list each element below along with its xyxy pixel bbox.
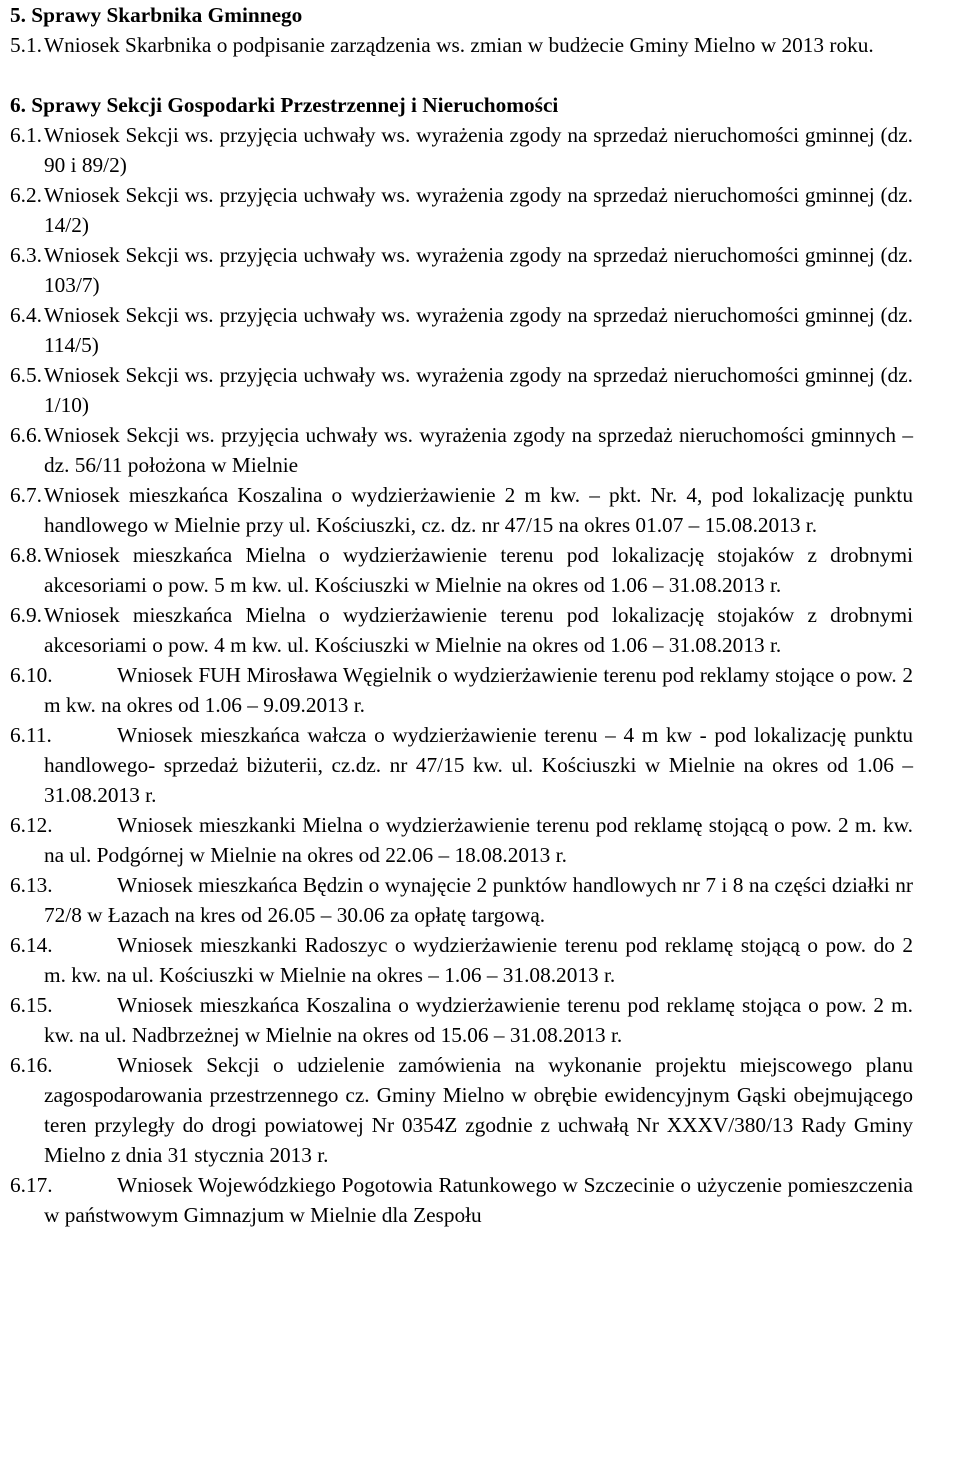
- agenda-item-6-15: [10, 990, 913, 1050]
- item-text: Wniosek Sekcji ws. przyjęcia uchwały ws. wyrażenia zgody na sprzedaż nieruchomości gminnych – dz. 56/11 położona w Mielnie: [44, 423, 913, 477]
- item-text: Wniosek Sekcji ws. przyjęcia uchwały ws. wyrażenia zgody na sprzedaż nieruchomości gminnej (dz. 114/5): [44, 303, 913, 357]
- item-text: Wniosek mieszkańca Mielna o wydzierżawienie terenu pod lokalizację stojaków z drobnymi akcesoriami o pow. 4 m kw. ul. Kościuszki w Mielnie na okres od 1.06 – 31.08.2013 r.: [44, 603, 913, 657]
- agenda-item-5-1: [10, 30, 913, 60]
- item-number: 6.13.: [10, 873, 53, 897]
- item-number: 6.12.: [10, 813, 53, 837]
- item-number: 6.16.: [10, 1053, 53, 1077]
- item-number: 6.2.: [10, 183, 42, 207]
- section-6-heading: 6. Sprawy Sekcji Gospodarki Przestrzennej i Nieruchomości: [10, 93, 559, 117]
- item-text: Wniosek mieszkańca Mielna o wydzierżawienie terenu pod lokalizację stojaków z drobnymi akcesoriami o pow. 5 m kw. ul. Kościuszki w Mielnie na okres od 1.06 – 31.08.2013 r.: [44, 543, 913, 597]
- item-text: Wniosek Sekcji ws. przyjęcia uchwały ws. wyrażenia zgody na sprzedaż nieruchomości gminnej (dz. 14/2): [44, 183, 913, 237]
- item-number: 6.3.: [10, 243, 42, 267]
- agenda-item-6-3: [10, 240, 913, 300]
- agenda-item-6-9: [10, 600, 913, 660]
- item-text: Wniosek mieszkańca Koszalina o wydzierżawienie terenu pod reklamę stojąca o pow. 2 m. kw. na ul. Nadbrzeżnej w Mielnie na okres od 15.06 – 31.08.2013 r.: [44, 993, 913, 1047]
- document-page: [10, 0, 913, 1230]
- section-5-heading: 5. Sprawy Skarbnika Gminnego: [10, 3, 303, 27]
- item-number: 6.11.: [10, 723, 52, 747]
- agenda-item-6-14: [10, 930, 913, 990]
- item-number: 6.7.: [10, 483, 42, 507]
- item-number: 6.17.: [10, 1173, 53, 1197]
- agenda-item-6-13: [10, 870, 913, 930]
- item-text: Wniosek Wojewódzkiego Pogotowia Ratunkowego w Szczecinie o użyczenie pomieszczenia w państwowym Gimnazjum w Mielnie dla Zespołu: [44, 1173, 913, 1227]
- item-number: 6.14.: [10, 933, 53, 957]
- item-text: Wniosek Sekcji ws. przyjęcia uchwały ws. wyrażenia zgody na sprzedaż nieruchomości gminnej (dz. 1/10): [44, 363, 913, 417]
- item-text: Wniosek mieszkańca wałcza o wydzierżawienie terenu – 4 m kw - pod lokalizację punktu handlowego- sprzedaż biżuterii, cz.dz. nr 47/15 kw. ul. Kościuszki w Mielnie na okres od 1.06 – 31.08.2013 r.: [44, 723, 913, 807]
- agenda-item-6-7: [10, 480, 913, 540]
- item-number: 5.1.: [10, 33, 42, 57]
- item-text: Wniosek Sekcji o udzielenie zamówienia na wykonanie projektu miejscowego planu zagospodarowania przestrzennego cz. Gminy Mielno w obrębie ewidencyjnym Gąski obejmującego teren przyległy do drogi powiatowej Nr 0354Z zgodnie z uchwałą Nr XXXV/380/13 Rady Gminy Mielno z dnia 31 stycznia 2013 r.: [44, 1053, 913, 1167]
- item-number: 6.5.: [10, 363, 42, 387]
- item-text: Wniosek mieszkańca Będzin o wynajęcie 2 punktów handlowych nr 7 i 8 na części działki nr 72/8 w Łazach na kres od 26.05 – 30.06 za opłatę targową.: [44, 873, 913, 927]
- item-text: Wniosek mieszkanki Radoszyc o wydzierżawienie terenu pod reklamę stojącą o pow. do 2 m. kw. na ul. Kościuszki w Mielnie na okres – 1.06 – 31.08.2013 r.: [44, 933, 913, 987]
- agenda-item-6-17: [10, 1170, 913, 1230]
- item-number: 6.6.: [10, 423, 42, 447]
- agenda-item-6-12: [10, 810, 913, 870]
- item-text: Wniosek Sekcji ws. przyjęcia uchwały ws. wyrażenia zgody na sprzedaż nieruchomości gminnej (dz. 103/7): [44, 243, 913, 297]
- item-number: 6.15.: [10, 993, 53, 1017]
- item-text: Wniosek mieszkańca Koszalina o wydzierżawienie 2 m kw. – pkt. Nr. 4, pod lokalizację punktu handlowego w Mielnie przy ul. Kościuszki, cz. dz. nr 47/15 na okres 01.07 – 15.08.2013 r.: [44, 483, 913, 537]
- agenda-item-6-1: [10, 120, 913, 180]
- agenda-item-6-6: [10, 420, 913, 480]
- item-text: Wniosek mieszkanki Mielna o wydzierżawienie terenu pod reklamę stojącą o pow. 2 m. kw. na ul. Podgórnej w Mielnie na okres od 22.06 – 18.08.2013 r.: [44, 813, 913, 867]
- item-text: Wniosek Sekcji ws. przyjęcia uchwały ws. wyrażenia zgody na sprzedaż nieruchomości gminnej (dz. 90 i 89/2): [44, 123, 913, 177]
- item-number: 6.10.: [10, 663, 53, 687]
- agenda-item-6-8: [10, 540, 913, 600]
- section-spacer: [10, 60, 913, 90]
- agenda-item-6-16: [10, 1050, 913, 1170]
- item-number: 6.8.: [10, 543, 42, 567]
- agenda-item-6-4: [10, 300, 913, 360]
- item-text: Wniosek Skarbnika o podpisanie zarządzenia ws. zmian w budżecie Gminy Mielno w 2013 roku.: [44, 33, 874, 57]
- agenda-item-6-11: [10, 720, 913, 810]
- agenda-item-6-10: [10, 660, 913, 720]
- agenda-item-6-2: [10, 180, 913, 240]
- agenda-item-6-5: [10, 360, 913, 420]
- item-number: 6.9.: [10, 603, 42, 627]
- item-number: 6.1.: [10, 123, 42, 147]
- item-text: Wniosek FUH Mirosława Węgielnik o wydzierżawienie terenu pod reklamy stojące o pow. 2 m kw. na okres od 1.06 – 9.09.2013 r.: [44, 663, 913, 717]
- item-number: 6.4.: [10, 303, 42, 327]
